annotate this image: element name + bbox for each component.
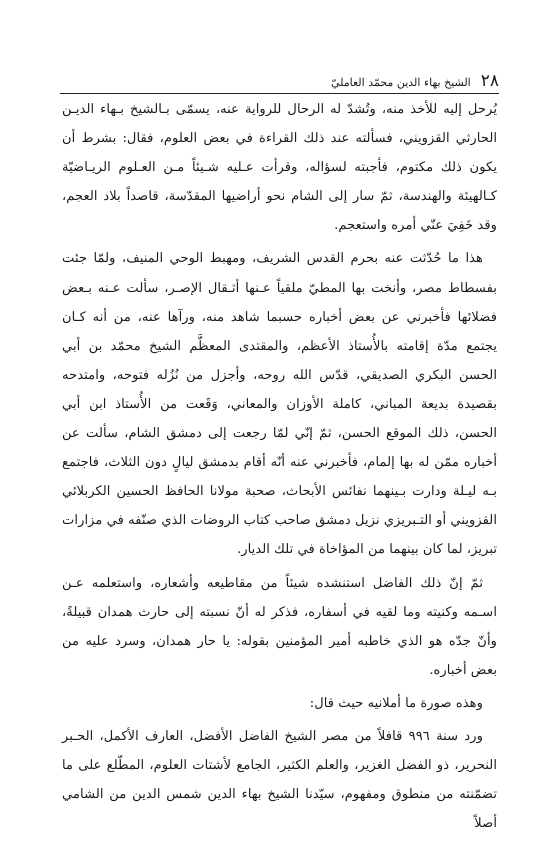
paragraph: وهذه صورة ما أملانيه حيث قال: (309, 695, 483, 711)
paragraph: يُرحل إليه للأخذ منه، وتُشدّ له الرحال للرواية عنه، يسمّى بـالشيخ بـهاء الديـن الحارثي القزويني، فسألته عند ذلك القراءة في بعض العلوم، فقال: بشرط أن يكون ذلك مكتوم، فأجبته لسؤاله، وقرأت عـليه شـيئاً مـن العـلوم الريـاضيّة كـالهيئة والهندسة، ثمّ سار إلى الشام نحو أراضيها المقدّسة، قاصداً بلاد العجم، وقد خَفِيَ عنّي أمره واستعجم. (62, 102, 497, 234)
running-title: الشيخ بهاء الدين محمّد العامليّ (330, 76, 471, 89)
paragraph: ثمّ إنّ ذلك الفاضل استنشده شيئاً من مقاطيعه وأشعاره، واستعلمه عـن اسـمه وكنيته وما لقيه في أسفاره، فذكر له أنّ نسبته إلى حارث همدان قبيلةً، وأنّ جدّه هو الذي خاطبه أمير المؤمنين بقوله: يا حار همدان، وسرد عليه من بعض أخباره. (62, 575, 497, 678)
header-rule (60, 93, 499, 94)
page-header (60, 64, 499, 92)
paragraph: هذا ما حُدّثت عنه بحرم القدس الشريف، ومهبط الوحي المنيف، ولمّا جئت بفسطاط مصر، وأنخت بها المطيّ ملقياً عـنها أثـقال الإصـر، سألت عـنه بـعض فضلائها فأخبرني عن بعض أخباره حسبما شاهد منه، ورآها عنه، من أنه كـان يجتمع مدّة إقامته بالأُستاذ الأعظم، والمقتدى المعظَّم الشيخ محمّد بن أبي الحسن البكري الصديقي، قدّس الله روحه، وأجزل من نُزُله فتوحه، وامتدحه بقصيدة بديعة المباني، كاملة الأوزان والمعاني، وَقَعت من الأُستاذ ابن أبي الحسن، ذلك الموقع الحسن، ثمّ إنّي لمّا رجعت إلى دمشق الشام، سألت عن أخباره ممّن له بها إلمام، فأخبرني عنه أنّه أقام بدمشق ليالٍ دون الثلاث، فاجتمع بـه ليـلة ودارت بـينهما نفائس الأبحاث، صحبة مولانا الحافظ الحسين الكربلائي القزويني أو التـبريزي نزيل دمشق صاحب كتاب الروضات الذي صنّفه في مزارات تبريز، لما كان بينهما من المؤاخاة في تلك الديار. (62, 251, 497, 558)
page-body (62, 95, 497, 842)
paragraph: ورد سنة ٩٩٦ قافلاً من مصر الشيخ الفاضل الأفضل، العارف الأكمل، الحـبر النحرير، ذو الفضل الغزير، والعلم الكثير، الجامع لأشتات العلوم، المطّلع على ما تضمّنته من منطوق ومفهوم، سيّدنا الشيخ بهاء الدين شمس الدين من الشامي أصلاً (62, 728, 497, 832)
page-number: ٢٨ (480, 71, 499, 91)
